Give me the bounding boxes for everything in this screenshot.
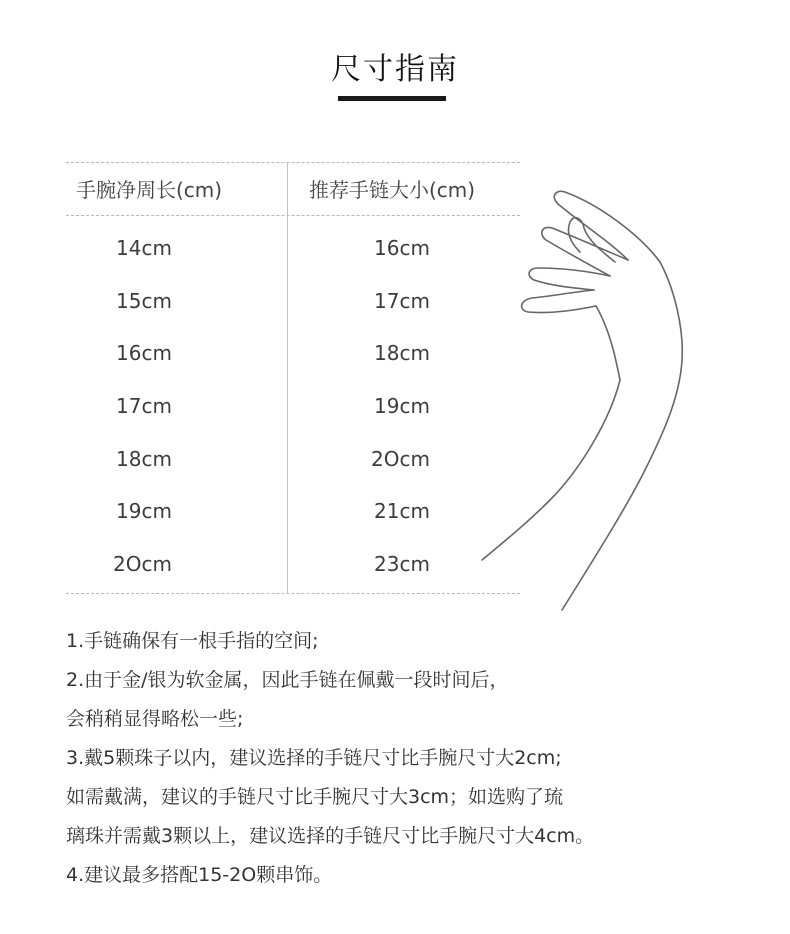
note-line: 3.戴5颗珠子以内，建议选择的手链尺寸比手腕尺寸大2cm; — [66, 747, 562, 769]
header-recommended-size: 推荐手链大小(cm) — [309, 178, 476, 202]
bracelet-size-cell: 21cm — [374, 499, 430, 523]
wrist-size-cell: 16cm — [116, 341, 172, 365]
table-header-divider — [66, 215, 520, 216]
wrist-size-cell: 2Ocm — [113, 552, 172, 576]
wrist-size-cell: 14cm — [116, 236, 172, 260]
header-wrist-circumference: 手腕净周长(cm) — [76, 178, 223, 202]
table-column-divider — [287, 162, 288, 594]
note-line: 4.建议最多搭配15-2O颗串饰。 — [66, 864, 333, 886]
wrist-size-cell: 19cm — [116, 499, 172, 523]
wrist-size-cell: 15cm — [116, 289, 172, 313]
notes-section — [66, 628, 766, 901]
bracelet-size-cell: 19cm — [374, 394, 430, 418]
note-line: 会稍稍显得略松一些; — [66, 708, 244, 730]
note-line: 璃珠并需戴3颗以上，建议选择的手链尺寸比手腕尺寸大4cm。 — [66, 825, 595, 847]
table-top-border — [66, 162, 520, 163]
bracelet-size-cell: 18cm — [374, 341, 430, 365]
note-line: 如需戴满，建议的手链尺寸比手腕尺寸大3cm；如选购了琉 — [66, 786, 564, 808]
bracelet-size-cell: 16cm — [374, 236, 430, 260]
bracelet-size-cell: 17cm — [374, 289, 430, 313]
hand-wrist-outline-icon — [470, 180, 700, 624]
wrist-size-cell: 17cm — [116, 394, 172, 418]
note-line: 2.由于金/银为软金属，因此手链在佩戴一段时间后， — [66, 669, 509, 691]
table-bottom-border — [66, 593, 520, 594]
page-title: 尺寸指南 — [331, 52, 459, 87]
size-table — [66, 162, 520, 594]
bracelet-size-cell: 2Ocm — [371, 447, 430, 471]
wrist-size-cell: 18cm — [116, 447, 172, 471]
note-line: 1.手链确保有一根手指的空间; — [66, 630, 319, 652]
title-underline — [338, 96, 446, 101]
bracelet-size-cell: 23cm — [374, 552, 430, 576]
